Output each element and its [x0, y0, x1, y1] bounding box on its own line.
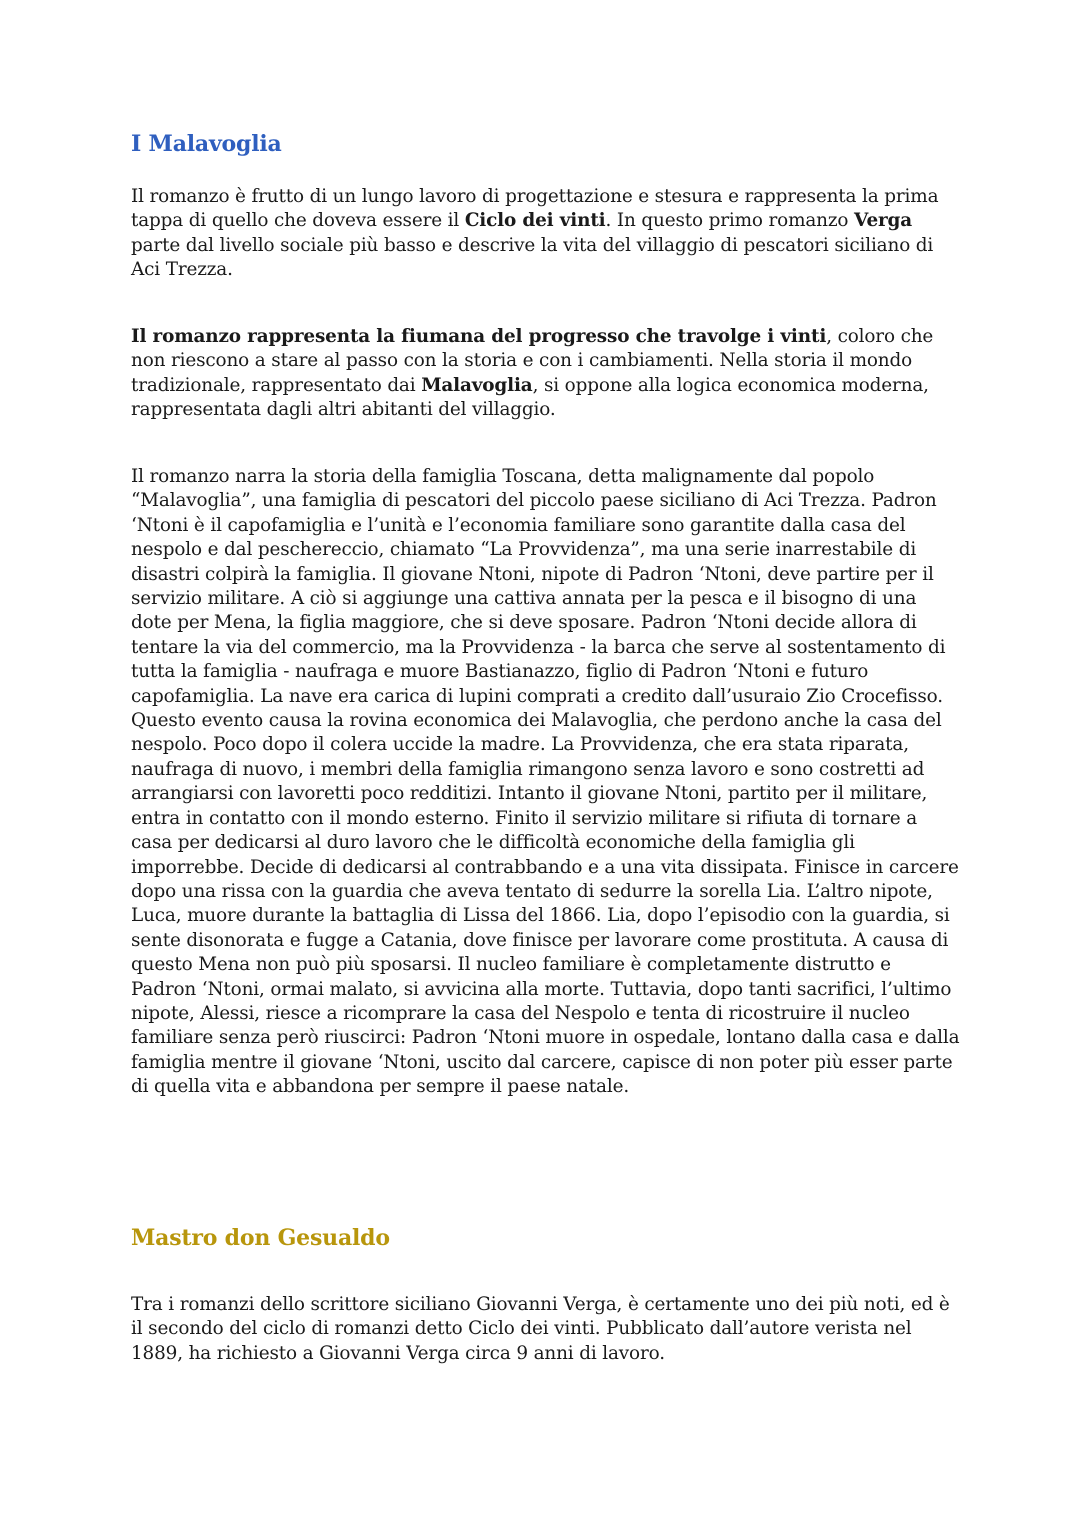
- bold-malavoglia: Malavoglia: [421, 374, 533, 396]
- paragraph-gesualdo: Tra i romanzi dello scrittore siciliano Giovanni Verga, è certamente uno dei più noti, ed è il secondo del ciclo di romanzi detto Ciclo dei vinti. Pubblicato dall’autore verista nel 1889, ha richiesto a Giovanni Verga circa 9 anni di lavoro.: [131, 1294, 950, 1364]
- text-run: , coloro che non riescono a stare al passo con la storia e con i cambiamenti. Nella storia il mondo tradizionale, rappresentato dai: [131, 326, 934, 396]
- paragraph-fiumana: [131, 325, 961, 423]
- text-run: . In questo primo romanzo: [605, 210, 855, 232]
- bold-fiumana: Il romanzo rappresenta la fiumana del progresso che travolge i vinti: [131, 326, 827, 347]
- bold-verga: Verga: [854, 210, 913, 232]
- paragraph-plot: Il romanzo narra la storia della famiglia Toscana, detta malignamente dal popolo “Malavoglia”, una famiglia di pescatori del piccolo paese siciliano di Aci Trezza. Padron ‘Ntoni è il capofamiglia e l’unità e l’economia familiare sono garantite dalla casa del nespolo e dal peschereccio, chiamato “La Provvidenza”, ma una serie inarrestabile di disastri colpirà la famiglia. Il giovane Ntoni, nipote di Padron ‘Ntoni, deve partire per il servizio militare. A ciò si aggiunge una cattiva annata per la pesca e il bisogno di una dote per Mena, la figlia maggiore, che si deve sposare. Padron ‘Ntoni decide allora di tentare la via del commercio, ma la Provvidenza - la barca che serve al sostentamento di tutta la famiglia - naufraga e muore Bastianazzo, figlio di Padron ‘Ntoni e futuro capofamiglia. La nave era carica di lupini comprati a credito dall’usuraio Zio Crocefisso. Questo evento causa la rovina economica dei Malavoglia, che perdono anche la casa del nespolo. Poco dopo il colera uccide la madre. La Provvidenza, che era stata riparata, naufraga di nuovo, i membri della famiglia rimangono senza lavoro e sono costretti ad arrangiarsi con lavoretti poco redditizi. Intanto il giovane Ntoni, partito per il militare, entra in contatto con il mondo esterno. Finito il servizio militare si rifiuta di tornare a casa per dedicarsi al duro lavoro che le difficoltà economiche della famiglia gli imporrebbe. Decide di dedicarsi al contrabbando e a una vita dissipata. Finisce in carcere dopo una rissa con la guardia che aveva tentato di sedurre la sorella Lia. L’altro nipote, Luca, muore durante la battaglia di Lissa del 1866. Lia, dopo l’episodio con la guardia, si sente disonorata e fugge a Catania, dove finisce per lavorare come prostituta. A causa di questo Mena non può più sposarsi. Il nucleo familiare è completamente distrutto e Padron ‘Ntoni, ormai malato, si avvicina alla morte. Tuttavia, dopo tanti sacrifici, l’ultimo nipote, Alessi, riesce a ricomprare la casa del Nespolo e tenta di ricostruire il nucleo familiare senza però riuscirci: Padron ‘Ntoni muore in ospedale, lontano dalla casa e dalla famiglia mentre il giovane ‘Ntoni, uscito dal carcere, capisce di non poter più esser parte di quella vita e abbandona per sempre il paese natale.: [131, 466, 960, 1098]
- text-run: parte dal livello sociale più basso e descrive la vita del villaggio di pescatori siciliano di Aci Trezza.: [131, 234, 934, 281]
- section-title-mastro-don-gesualdo: Mastro don Gesualdo: [131, 1225, 390, 1251]
- text-run: Il romanzo è frutto di un lungo lavoro di progettazione e stesura e rappresenta la prima tappa di quello che doveva essere il: [131, 186, 939, 232]
- section-title-malavoglia: I Malavoglia: [131, 131, 282, 157]
- bold-ciclo-dei-vinti: Ciclo dei vinti: [464, 210, 606, 232]
- text-run: , si oppone alla logica economica moderna, rappresentata dagli altri abitanti del villaggio.: [131, 374, 929, 421]
- paragraph-intro: [131, 185, 961, 283]
